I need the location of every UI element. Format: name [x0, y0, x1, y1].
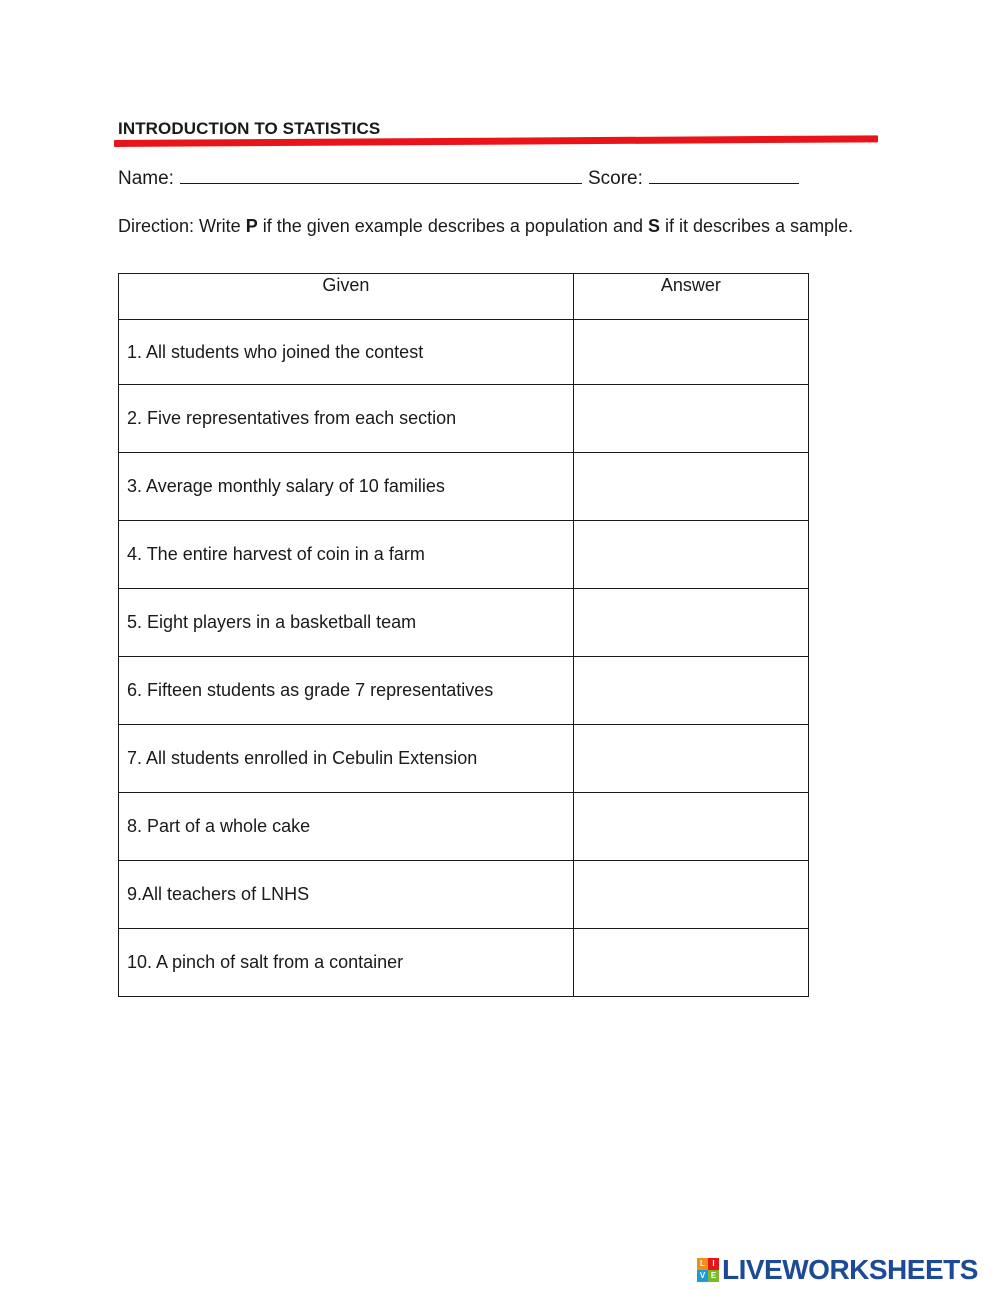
answer-cell[interactable]: [573, 385, 808, 453]
given-cell: 2. Five representatives from each section: [119, 385, 574, 453]
brand-block: I: [708, 1258, 719, 1270]
table-row: [119, 793, 809, 861]
given-cell: 9.All teachers of LNHS: [119, 861, 574, 929]
answer-table: [118, 273, 809, 997]
table-header-row: [119, 274, 809, 320]
worksheet-title: INTRODUCTION TO STATISTICS: [118, 119, 381, 138]
given-cell: 8. Part of a whole cake: [119, 793, 574, 861]
table-row: [119, 385, 809, 453]
direction-middle: if the given example describes a population and: [257, 216, 648, 236]
given-cell: 10. A pinch of salt from a container: [119, 929, 574, 997]
brand-block: V: [697, 1270, 708, 1282]
given-cell: 1. All students who joined the contest: [119, 320, 574, 385]
table-row: [119, 589, 809, 657]
brand-name: LIVEWORKSHEETS: [722, 1254, 978, 1285]
name-score-line: [118, 167, 805, 190]
table-row: [119, 929, 809, 997]
direction-prefix: Direction: Write: [118, 216, 246, 236]
answer-cell[interactable]: [573, 320, 808, 385]
score-label: Score:: [587, 168, 643, 189]
brand-blocks-icon: [697, 1258, 719, 1282]
answer-cell[interactable]: [573, 521, 808, 589]
header-answer: Answer: [573, 274, 808, 320]
answer-cell[interactable]: [573, 793, 808, 861]
name-blank[interactable]: [180, 167, 582, 184]
given-cell: 7. All students enrolled in Cebulin Extension: [119, 725, 574, 793]
table-row: [119, 725, 809, 793]
direction-p-letter: P: [245, 216, 258, 236]
table-row: [119, 453, 809, 521]
answer-cell[interactable]: [573, 725, 808, 793]
direction-s-letter: S: [647, 216, 660, 236]
direction-text: [118, 214, 879, 238]
score-blank[interactable]: [649, 167, 799, 184]
answer-cell[interactable]: [573, 657, 808, 725]
given-cell: 6. Fifteen students as grade 7 representatives: [119, 657, 574, 725]
liveworksheets-logo: [697, 1255, 978, 1285]
header-given: Given: [119, 274, 574, 320]
direction-suffix: if it describes a sample.: [660, 216, 854, 236]
table-row: [119, 320, 809, 385]
given-cell: 5. Eight players in a basketball team: [119, 589, 574, 657]
answer-cell[interactable]: [573, 589, 808, 657]
answer-cell[interactable]: [573, 929, 808, 997]
table-row: [119, 657, 809, 725]
brand-block: L: [697, 1258, 708, 1270]
given-cell: 3. Average monthly salary of 10 families: [119, 453, 574, 521]
table-row: [119, 861, 809, 929]
given-cell: 4. The entire harvest of coin in a farm: [119, 521, 574, 589]
answer-cell[interactable]: [573, 861, 808, 929]
table-row: [119, 521, 809, 589]
answer-cell[interactable]: [573, 453, 808, 521]
brand-block: E: [708, 1270, 719, 1282]
name-label: Name:: [118, 168, 174, 189]
